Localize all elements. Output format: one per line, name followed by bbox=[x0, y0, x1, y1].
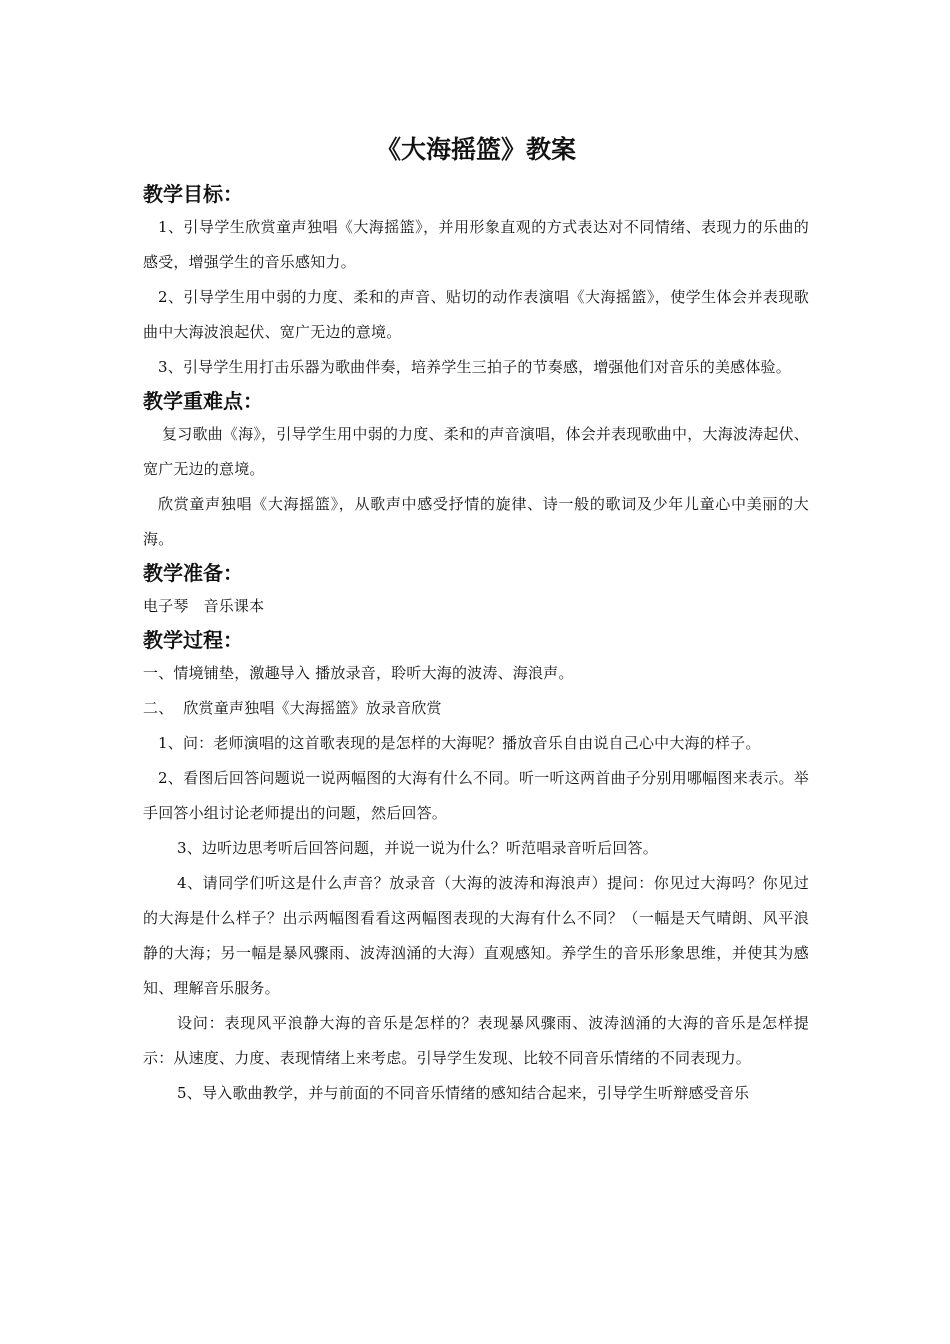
keypoint-item: 复习歌曲《海》，引导学生用中弱的力度、柔和的声音演唱，体会并表现歌曲中，大海波涛起伏、宽广无边的意境。 bbox=[143, 425, 809, 478]
process-item: 2、看图后回答问题说一说两幅图的大海有什么不同。听一听这两首曲子分别用哪幅图来表示。举手回答小组讨论老师提出的问题，然后回答。 bbox=[143, 769, 809, 822]
process-item: 1、问：老师演唱的这首歌表现的是怎样的大海呢？播放音乐自由说自己心中大海的样子。 bbox=[158, 734, 761, 752]
goal-item: 1、引导学生欣赏童声独唱《大海摇篮》，并用形象直观的方式表达对不同情绪、表现力的乐曲的感受，增强学生的音乐感知力。 bbox=[143, 218, 809, 271]
goals-heading: 教学目标： bbox=[143, 182, 243, 206]
goal-item: 3、引导学生用打击乐器为歌曲伴奏，培养学生三拍子的节奏感，增强他们对音乐的美感体验。 bbox=[158, 358, 791, 376]
prep-text: 电子琴 音乐课本 bbox=[143, 597, 265, 615]
goal-item: 2、引导学生用中弱的力度、柔和的声音、贴切的动作表演唱《大海摇篮》，使学生体会并表现歌曲中大海波浪起伏、宽广无边的意境。 bbox=[143, 288, 809, 341]
prep-heading: 教学准备： bbox=[143, 561, 243, 585]
process-step: 二、 欣赏童声独唱《大海摇篮》放录音欣赏 bbox=[143, 699, 442, 717]
process-step: 一、情境铺垫，激趣导入 播放录音，聆听大海的波涛、海浪声。 bbox=[143, 664, 574, 682]
keypoints-heading: 教学重难点： bbox=[143, 389, 263, 413]
process-item: 5、导入歌曲教学，并与前面的不同音乐情绪的感知结合起来，引导学生听辩感受音乐 bbox=[177, 1084, 750, 1102]
page-title: 《大海摇篮》教案 bbox=[375, 135, 576, 164]
process-heading: 教学过程： bbox=[143, 628, 243, 652]
keypoint-item: 欣赏童声独唱《大海摇篮》，从歌声中感受抒情的旋律、诗一般的歌词及少年儿童心中美丽的大海。 bbox=[143, 495, 809, 548]
document-body bbox=[143, 128, 809, 1111]
process-item: 4、请同学们听这是什么声音？放录音（大海的波涛和海浪声）提问：你见过大海吗？你见过的大海是什么样子？出示两幅图看看这两幅图表现的大海有什么不同？（一幅是天气晴朗、风平浪静的大海；另一幅是暴风骤雨、波涛汹涌的大海）直观感知。养学生的音乐形象思维，并使其为感知、理解音乐服务。 bbox=[143, 874, 809, 997]
process-item: 设问：表现风平浪静大海的音乐是怎样的？表现暴风骤雨、波涛汹涌的大海的音乐是怎样提示：从速度、力度、表现情绪上来考虑。引导学生发现、比较不同音乐情绪的不同表现力。 bbox=[143, 1014, 809, 1067]
process-item: 3、边听边思考听后回答问题，并说一说为什么？听范唱录音听后回答。 bbox=[177, 839, 658, 857]
